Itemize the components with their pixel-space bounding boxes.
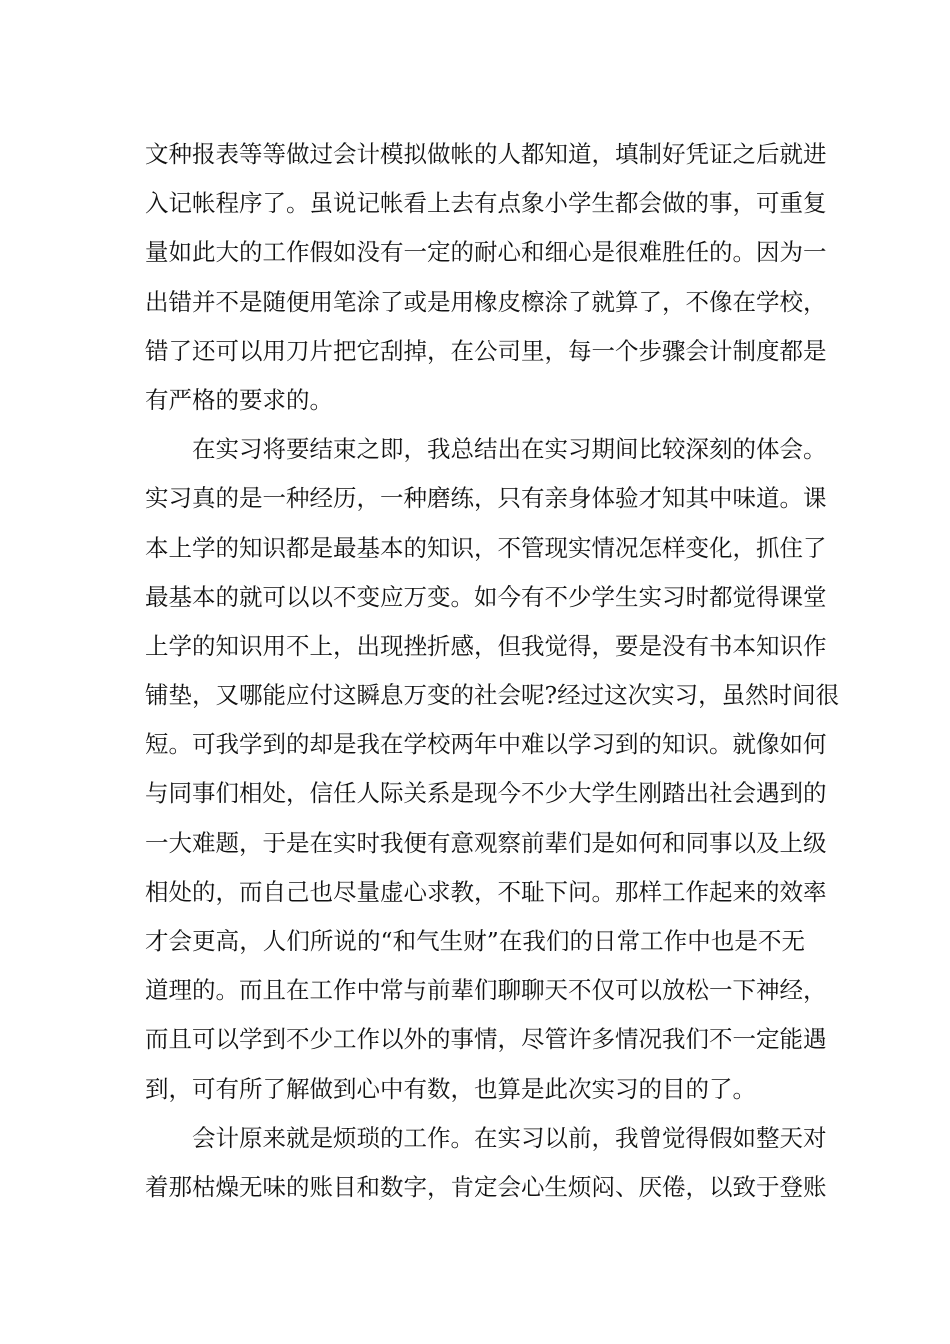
text-line: 着那枯燥无味的账目和数字，肯定会心生烦闷、厌倦，以致于登账 [145, 1172, 827, 1201]
text-line: 铺垫，又哪能应付这瞬息万变的社会呢?经过这次实习，虽然时间很 [145, 681, 840, 710]
text-line: 出错并不是随便用笔涂了或是用橡皮檫涂了就算了，不像在学校， [145, 287, 827, 316]
text-line: 一大难题，于是在实时我便有意观察前辈们是如何和同事以及上级 [145, 828, 827, 857]
text-line: 最基本的就可以以不变应万变。如今有不少学生实习时都觉得课堂 [145, 582, 827, 611]
text-line: 有严格的要求的。 [145, 385, 333, 414]
text-line: 道理的。而且在工作中常与前辈们聊聊天不仅可以放松一下神经， [145, 976, 827, 1005]
text-line: 错了还可以用刀片把它刮掉，在公司里，每一个步骤会计制度都是 [145, 336, 827, 365]
text-line: 会计原来就是烦琐的工作。在实习以前，我曾觉得假如整天对 [192, 1123, 827, 1152]
text-line: 实习真的是一种经历，一种磨练，只有亲身体验才知其中味道。课 [145, 484, 827, 513]
text-line: 上学的知识用不上，出现挫折感，但我觉得，要是没有书本知识作 [145, 631, 827, 660]
text-line: 与同事们相处，信任人际关系是现今不少大学生刚踏出社会遇到的 [145, 779, 827, 808]
text-line: 才会更高，人们所说的“和气生财”在我们的日常工作中也是不无 [145, 927, 805, 955]
text-line: 入记帐程序了。虽说记帐看上去有点象小学生都会做的事，可重复 [145, 189, 827, 218]
text-line: 文种报表等等做过会计模拟做帐的人都知道，填制好凭证之后就进 [145, 140, 827, 168]
text-line: 短。可我学到的却是我在学校两年中难以学习到的知识。就像如何 [145, 730, 827, 759]
text-line: 而且可以学到不少工作以外的事情，尽管许多情况我们不一定能遇 [145, 1025, 827, 1054]
text-line: 到，可有所了解做到心中有数，也算是此次实习的目的了。 [145, 1074, 756, 1103]
text-line: 量如此大的工作假如没有一定的耐心和细心是很难胜任的。因为一 [145, 238, 827, 267]
body-text [145, 130, 840, 1212]
text-line: 本上学的知识都是最基本的知识，不管现实情况怎样变化，抓住了 [145, 533, 827, 562]
text-line: 在实习将要结束之即，我总结出在实习期间比较深刻的体会。 [192, 435, 827, 464]
text-line: 相处的，而自己也尽量虚心求教，不耻下问。那样工作起来的效率 [145, 877, 827, 906]
